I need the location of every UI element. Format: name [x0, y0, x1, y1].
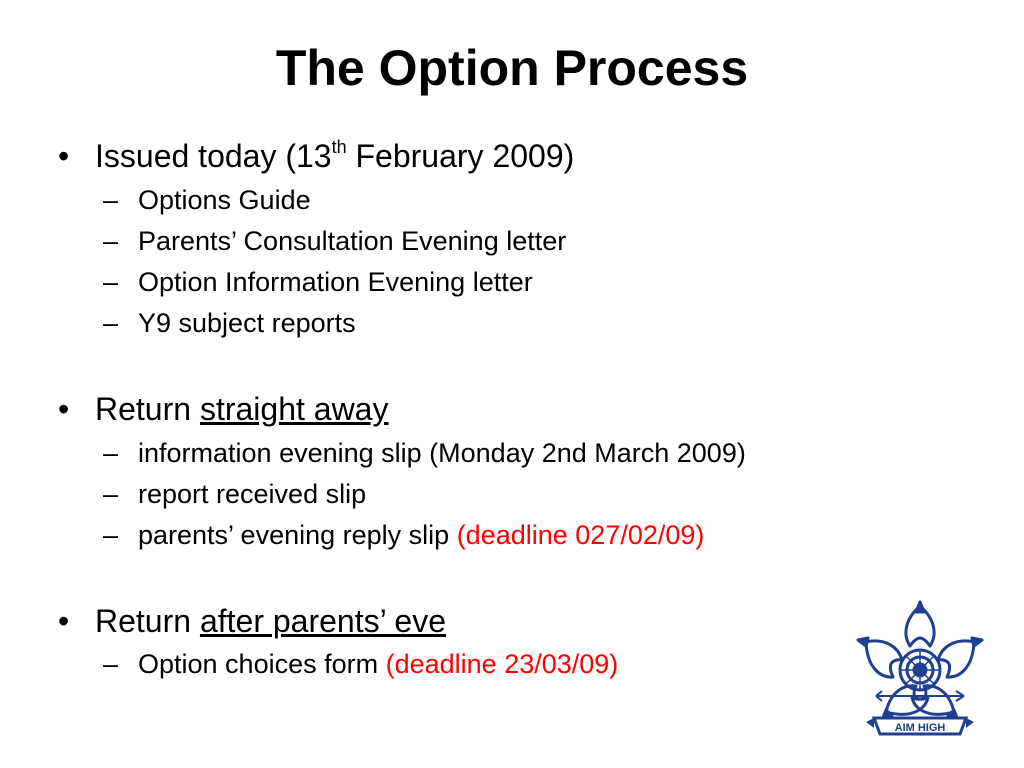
sub-text: parents’ evening reply slip (deadline 027/02/09) [138, 520, 705, 550]
bullet-text: Return after parents’ eve [95, 603, 446, 639]
bullet-marker: • [58, 603, 70, 639]
sub-marker: – [103, 649, 119, 679]
ordinal-superscript: th [331, 137, 347, 157]
sub-text: Y9 subject reports [138, 308, 356, 338]
sub-text: report received slip [138, 479, 367, 509]
sub-marker: – [103, 185, 119, 215]
underlined-emphasis: straight away [199, 391, 389, 427]
sub-marker: – [103, 308, 119, 338]
sub-marker: – [103, 438, 119, 468]
sub-text: information evening slip (Monday 2nd March 2009) [138, 438, 746, 468]
school-rose-crest-icon [852, 600, 988, 742]
slide-title: The Option Process [275, 40, 749, 96]
sub-text: Options Guide [138, 185, 311, 215]
sub-text: Option Information Evening letter [138, 267, 533, 297]
sub-marker: – [103, 520, 119, 550]
sub-marker: – [103, 479, 119, 509]
sub-marker: – [103, 226, 119, 256]
bullet-marker: • [58, 391, 70, 427]
sub-text: Option choices form (deadline 23/03/09) [138, 649, 619, 679]
deadline-text: (deadline 23/03/09) [385, 649, 619, 679]
logo-motto: AIM HIGH [894, 722, 946, 734]
deadline-text: (deadline 027/02/09) [456, 520, 705, 550]
sub-marker: – [103, 267, 119, 297]
bullet-text: Return straight away [95, 391, 389, 427]
underlined-emphasis: after parents’ eve [199, 603, 446, 639]
bullet-marker: • [58, 138, 70, 174]
bullet-text: Issued today (13th February 2009) [95, 137, 575, 174]
sub-text: Parents’ Consultation Evening letter [138, 226, 567, 256]
